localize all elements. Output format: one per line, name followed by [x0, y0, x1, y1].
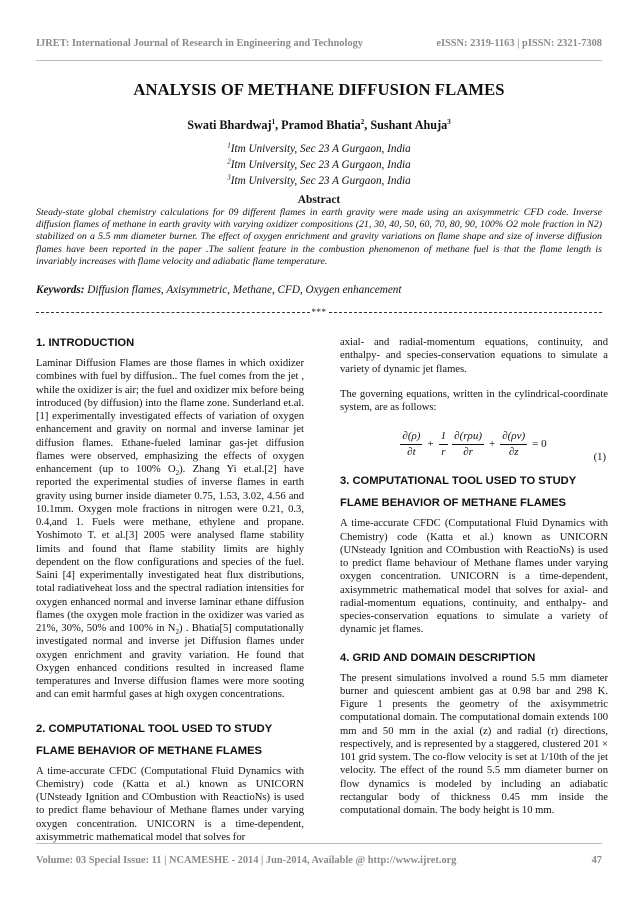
equation-term: $\frac{\partial(\rho)}{\partial t}$ [402, 429, 421, 458]
separator-stars: *** [311, 307, 327, 317]
governing-equations-paragraph: The governing equations, written in the cylindrical-coordinate system, are as follows: [340, 388, 608, 413]
introduction-paragraph: Laminar Diffusion Flames are those flames in which oxidizer combines with fuel by diffusion.. The fuel comes from the jet , while the oxidizer is air; the fuel and oxidizer mix before being introduced (by diffusion) into the flame zone. Sunderland et.al.[1] experimentally investigated effects of variation of oxygen enhancement and gravity on normal and inverse laminar jet diffusion flames. Ethane-fueled laminar gas-jet diffusion flames were observed, emphasizing the effects of oxygen enhancement (up to 100% $O_2$). Zhang Yi et.al.[2] have reported the experimental studies of inverse flames in earth gravity using burner inside diameter 0.75, 1.53, 3.02, 4.56 and 10.1mm. Oxygen mole fractions in nitrogen were 0.21, 0.3, 0.4,and 1. Fuels were methane, ethylene and propane. Yoshimoto T. et al.[3] 2005 were analysed flame stability limits and found that flame stability limits are highly dependent on the flow configurations and species of the fuel. Saini [4] experimentally investigated heat flux distributions, total radiativeheat loss and the spectral radiation intensities for oxygen enhanced normal and inverse laminar ethane diffusion flames (the oxygen mole fraction in the oxidizer was varied as 21%, 30%, 50% and 100% in $N_2$) . Bhatia[5] computationally investigated normal and inverse jet Diffusion flames under oxygen enrichment and gravity variation. He found that Oxygen enhanced conditions resulted in increased flame temperatures and Inverse diffusion flames were more sooting and can emit harmful gases at high oxygen concentrations. [36, 358, 304, 701]
affiliation-list [36, 141, 602, 190]
continuation-paragraph: axial- and radial-momentum equations, continuity, and enthalpy- and species-conservation equations to simulate a variety of dynamic jet flames. [340, 337, 608, 375]
left-column [36, 336, 304, 844]
grid-domain-paragraph: The present simulations involved a round 5.5 mm diameter burner and quiescent ambient gas at 0.98 bar and 298 K. Figure 1 presents the geometry of the axisymmetric computational domain. The computational domain extends 100 mm and 50 mm in the axial (z) and radial (r) directions, respectively, and is represented by a staggered, clustered 201 × 101 grid system. The co-flow velocity is set at 1/10th of the jet velocity. The effect of the round 5.5 mm diameter burner on flow dynamics is modeled by including an adiabatic rectangular body of thickness 0.45 mm inside the computational domain. The body height is 10 mm. [340, 672, 608, 816]
equation-term: $\frac{\partial(\rho v)}{\partial z}$ [502, 429, 526, 458]
abstract-heading: Abstract [297, 194, 341, 206]
author: Pramod Bhatia$^2$, [281, 117, 371, 132]
header-rule [36, 60, 602, 61]
running-header [36, 38, 602, 49]
equation-term: $\frac{\text{∂(rρu)}}{\partial r}$ [454, 429, 482, 458]
continuity-equation: $\frac{\partial(\rho)}{\partial t}$ + $\frac{1}{r}$ $\frac{\text{∂(rρu)}}{\partial r}$ + $\frac{\partial(\rho v)}{\partial z}$ = 0 (1) [402, 429, 606, 463]
section-heading-grid-domain: 4. GRID AND DOMAIN DESCRIPTION [340, 651, 536, 664]
keywords-text: Diffusion flames, Axisymmetric, Methane, CFD, Oxygen enhancement [87, 284, 402, 296]
section-heading-introduction: 1. INTRODUCTION [36, 337, 135, 349]
issn-info: eISSN: 2319-1163 | pISSN: 2321-7308 [436, 38, 602, 49]
footer-volume-info: Volume: 03 Special Issue: 11 | NCAMESHE - 2014 | Jun-2014, Available @ http://www.ijret.org [36, 855, 457, 866]
footer-rule [36, 843, 602, 844]
section-heading-computational-tool-2: 3. COMPUTATIONAL TOOL USED TO STUDY FLAME BEHAVIOR OF METHANE FLAMES [340, 475, 577, 510]
journal-name: IJRET: International Journal of Research in Engineering and Technology [36, 38, 363, 49]
affiliation: $^2$Itm University, Sec 23 A Gurgaon, India [227, 157, 411, 172]
computational-tool-paragraph: A time-accurate CFDC (Computational Fluid Dynamics with Chemistry) code (Katta et al.) known as UNICORN (UNsteady Ignition and COmbustion with ReactioNs) is used to predict flame behaviour of Methane flames under varying oxygen concentration. UNICORN is a time-dependent, axisymmetric mathematical model that solves for [36, 765, 304, 843]
right-column [340, 336, 608, 817]
author: Sushant Ahuja$^3$ [370, 117, 451, 132]
paper-title: ANALYSIS OF METHANE DIFFUSION FLAMES [133, 80, 505, 99]
running-footer [36, 855, 602, 866]
abstract-text: Steady-state global chemistry calculations for 09 different flames in earth gravity were made using an axisymmetric CFD code. Inverse diffusion flames of methane in earth gravity with varying oxidizer compositions (21, 30, 40, 50, 60, 70, 80, 90, 100% O2 mole fraction in N2) stabilized on a 5.5 mm diameter burner. The effect of oxygen enrichment and gravity variations on flame shape and size of inverse diffusion flames have been reported in the paper .The salient feature in the combustion phenomenon of methane fuel is that the flame length is invariably increases with flame velocity and adiabatic flame temperature. [36, 207, 602, 267]
computational-tool-paragraph-2: A time-accurate CFDC (Computational Fluid Dynamics with Chemistry) code (Katta et al.) known as UNICORN (UNsteady Ignition and COmbustion with ReactioNs) is used to predict flame behaviour of Methane flames under varying oxygen concentration. UNICORN is a time-dependent, axisymmetric mathematical model that solves for axial- and radial-momentum equations, continuity, and enthalpy- and species-conservation equations to simulate a variety of dynamic jet flames. [340, 518, 608, 636]
page-number: 47 [591, 855, 602, 866]
equation-number: (1) [593, 452, 606, 463]
affiliation: $^3$Itm University, Sec 23 A Gurgaon, India [227, 173, 411, 188]
equation-term: $\frac{1}{r}$ [440, 429, 447, 458]
section-separator [36, 306, 602, 318]
affiliation: $^1$Itm University, Sec 23 A Gurgaon, India [227, 141, 411, 155]
keywords-label: Keywords: [36, 284, 85, 296]
author: Swati Bhardwaj$^1$, [187, 117, 282, 132]
section-heading-computational-tool: 2. COMPUTATIONAL TOOL USED TO STUDY FLAME BEHAVIOR OF METHANE FLAMES [36, 722, 273, 757]
keywords [36, 284, 602, 296]
author-list [36, 118, 602, 133]
